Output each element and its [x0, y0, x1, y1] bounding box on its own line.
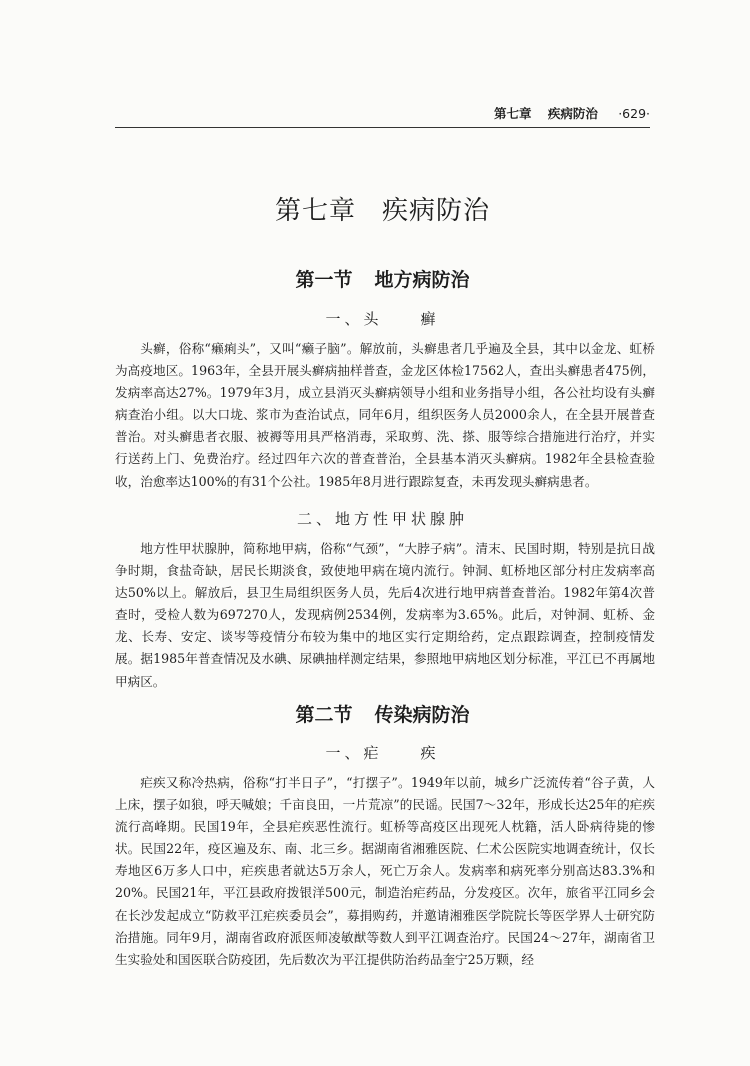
section-title-2: [115, 700, 650, 727]
section-number: 第二节: [295, 704, 353, 726]
chapter-name: 疾病防治: [382, 196, 491, 226]
running-head-chapter: 第七章: [493, 106, 532, 121]
paragraph-goiter: 地方性甲状腺肿，简称地甲病，俗称“气颈”，“大脖子病”。清末、民国时期，特别是抗日战争时期，食盐奇缺，居民长期淡食，致使地甲病在境内流行。钟洞、虹桥地区部分村庄发病率高达50%以上。解放后，县卫生局组织医务人员，先后4次进行地甲病普查普治。1982年第4次普查时，受检人数为697270人，发现病例2534例，发病率为3.65%。此后，对钟洞、虹桥、金龙、长寿、安定、谈岑等疫情分布较为集中的地区实行定期给药，定点跟踪调查，控制疫情发展。据1985年普查情况及水碘、尿碘抽样测定结果，参照地甲病地区划分标准，平江已不再属地甲病区。: [115, 541, 655, 689]
section-name: 传染病防治: [374, 704, 470, 726]
running-head: [115, 104, 650, 122]
page-number: ·629·: [618, 106, 650, 121]
chapter-title: [115, 190, 650, 227]
header-rule: [115, 127, 650, 128]
section-title-1: [115, 265, 650, 292]
chapter-number: 第七章: [274, 196, 356, 226]
section-number: 第一节: [295, 269, 353, 291]
running-head-title: 疾病防治: [547, 106, 598, 121]
paragraph-tinea: 头癣，俗称“癞痢头”，又叫“癞子脑”。解放前，头癣患者几乎遍及全县，其中以金龙、虹桥为高疫地区。1963年，全县开展头癣病抽样普查，金龙区体检17562人，查出头癣患者475例，发病率高达27%。1979年3月，成立县消灭头癣病领导小组和业务指导小组，各公社均设有头癣病查治小组。以大口垅、浆市为查治试点，同年6月，组织医务人员2000余人，在全县开展普查普治。对头癣患者衣服、被褥等用具严格消毒，采取剪、洗、搽、服等综合措施进行治疗，并实行送药上门、免费治疗。经过四年六次的普查普治，全县基本消灭头癣病。1982年全县检查验收，治愈率达100%的有31个公社。1985年8月进行跟踪复查，未再发现头癣病患者。: [115, 341, 655, 489]
paragraph-malaria: 疟疾又称冷热病，俗称“打半日子”，“打摆子”。1949年以前，城乡广泛流传着“谷子黄，人上床，摆子如狼，呼天喊娘；千亩良田，一片荒凉”的民谣。民国7～32年，形成长达25年的疟疾流行高峰期。民国19年，全县疟疾恶性流行。虹桥等高疫区出现死人枕籍，活人卧病待毙的惨状。民国22年，疫区遍及东、南、北三乡。据湖南省湘雅医院、仁术公医院实地调查统计，仅长寿地区6万多人口中，疟疾患者就达5万余人，死亡万余人。发病率和病死率分别高达83.3%和20%。民国21年，平江县政府拨银洋500元，制造治疟药品，分发疫区。次年，旅省平江同乡会在长沙发起成立“防救平江疟疾委员会”，募捐购药，并邀请湘雅医学院院长等医学界人士研究防治措施。同年9月，湖南省政府派医师凌敏猷等数人到平江调查治疗。民国24～27年，湖南省卫生实验处和国医联合防疫团，先后数次为平江提供防治药品奎宁25万颗，经: [115, 775, 655, 967]
section-name: 地方病防治: [374, 269, 470, 291]
subsection-heading-goiter: 二、地方性甲状腺肿: [296, 510, 468, 528]
subsection-heading-malaria: 一、疟 疾: [325, 744, 440, 762]
subsection-heading-tinea: 一、头 癣: [325, 310, 440, 328]
